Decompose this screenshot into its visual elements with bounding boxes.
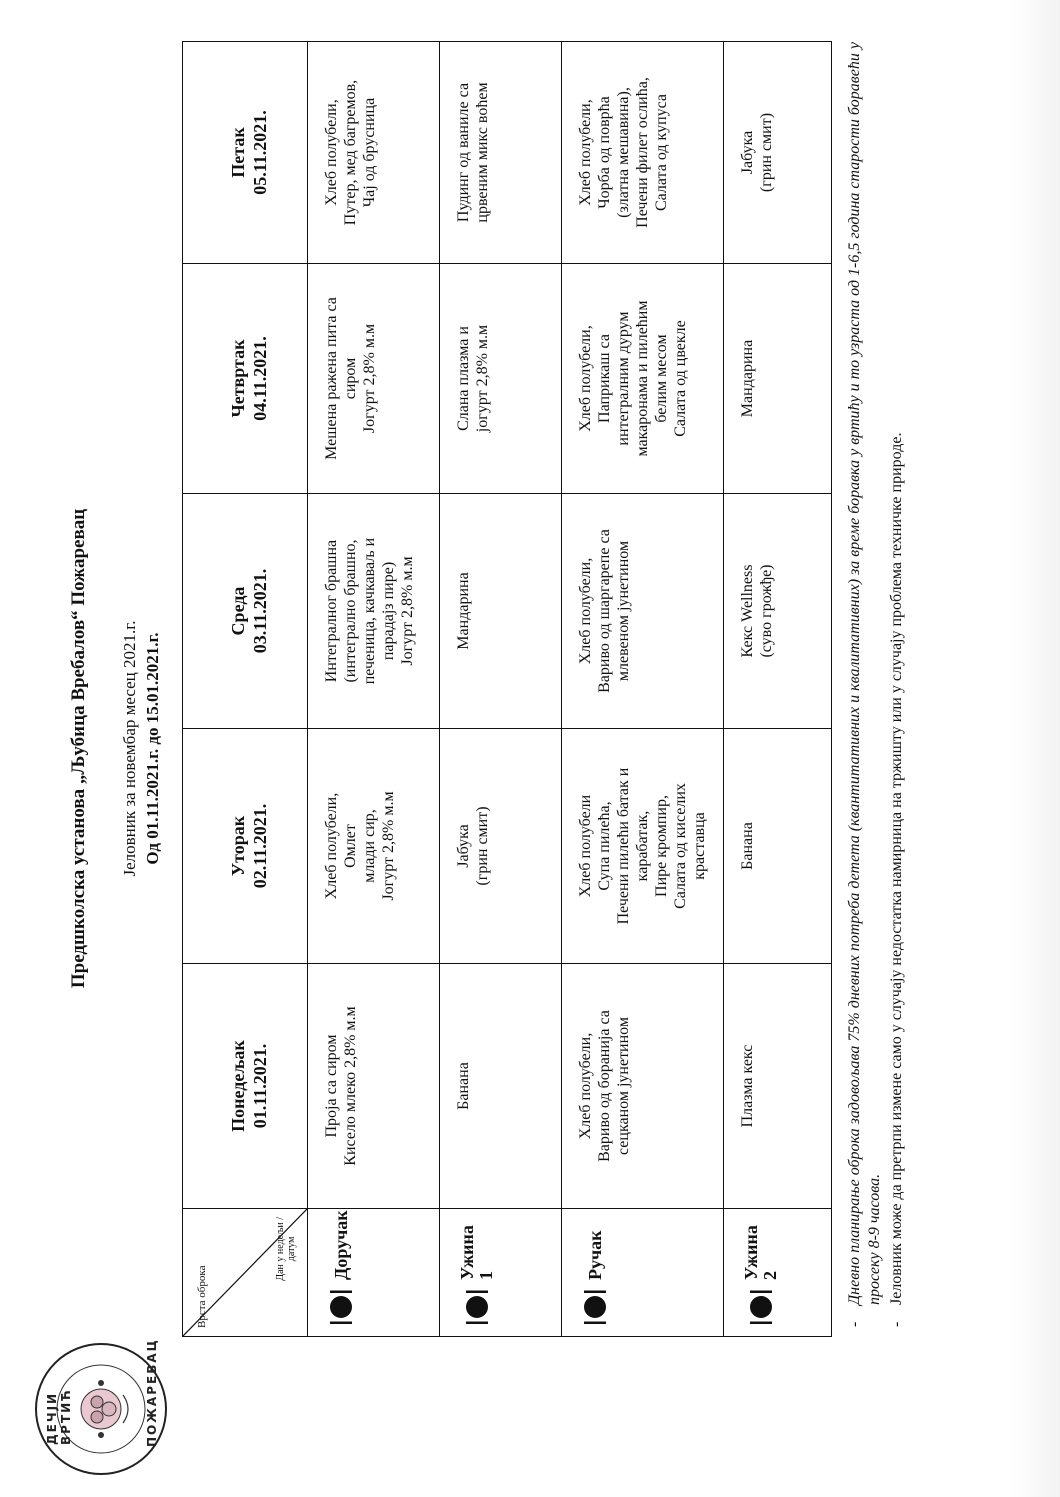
menu-item-text: печеница, качкаваљ и [361,537,378,685]
menu-cell [562,729,724,964]
menu-item-text: Салата од цвекле [672,320,689,437]
menu-item-text: Мандарина [739,339,756,418]
corner-meal-type-label: Врста оброка [196,1265,208,1328]
menu-cell [440,264,562,494]
menu-item-text: белим месом [653,334,670,423]
day-date: 02.11.2021. [250,803,270,889]
menu-item-text: Пире кромпир, [653,795,670,897]
day-date: 05.11.2021. [250,110,270,195]
menu-item-text: Хлеб полубели [577,794,594,898]
meal-type-cell [724,1209,832,1337]
menu-item-text: (златна мешавина), [615,87,632,218]
menu-item-text: црвеним микс воћем [474,82,491,223]
menu-cell [724,964,832,1209]
menu-item-text: млади сир, [361,809,378,883]
meal-type-cell [440,1209,562,1337]
menu-item-text: Хлеб полубели, [577,1032,594,1140]
menu-cell [724,264,832,494]
day-name: Среда [228,586,248,636]
menu-item-text: Интегралног брашна [323,539,340,683]
institution-title: Предшколска установа „Љубица Вребалов“ Пожаревац [68,508,89,989]
menu-item-text: макаронама и пилећим [634,300,651,457]
footnote [887,37,907,1327]
menu-item-text: Банана [739,822,756,870]
menu-item-text: Салата од киселих [672,783,689,909]
menu-item-text: Паприкаш са [596,334,613,423]
menu-item-text: Јогурт 2,8% м.м [380,791,397,901]
menu-item-text: Хлеб полубели, [323,792,340,900]
bullet-dash: - [888,1321,905,1327]
menu-subtitle: Јеловник за новембар месец 2021.г. [120,620,139,877]
menu-cell [562,264,724,494]
menu-item-text: јогурт 2,8% м.м [474,324,491,433]
menu-item-text: Јогурт 2,8% м.м [399,556,416,666]
day-header [183,729,308,964]
menu-item-text: Хлеб полубели, [323,99,340,206]
menu-item-text: Путер, мед багремов, [342,79,359,226]
menu-item-text: (грин смит) [758,112,775,193]
menu-item-text: Слана плазма и [455,326,472,431]
bullet-dash: - [846,1321,863,1327]
menu-item-text: (суво грожђе) [758,564,775,658]
menu-item-text: сецканом јунетином [615,1016,632,1156]
corner-day-label: Дан у недељи / датум [275,1217,297,1281]
day-name: Уторак [228,815,248,877]
menu-cell [562,42,724,264]
menu-cell [308,42,440,264]
menu-item-text: (грин смит) [474,806,491,886]
day-name: Четвртак [228,339,248,418]
menu-item-text: Салата од купуса [653,93,670,212]
menu-cell [562,494,724,729]
menu-item-text: Хлеб полубели, [577,99,594,206]
menu-item-text: Вариво од шаргарепе са [596,529,613,693]
day-date: 04.11.2021. [250,336,270,421]
menu-item-text: краставца [691,812,708,880]
meal-row [440,42,562,1337]
menu-cell [724,42,832,264]
menu-cell [440,42,562,264]
menu-item-text: Мешена ражена пита са [323,297,340,460]
meal-row [562,42,724,1337]
menu-item-text: Кекс Wellness [739,564,756,658]
day-header [183,494,308,729]
logo-text-top: ДЕЧЈИ ВРТИЋ [45,1388,73,1445]
day-date: 03.11.2021. [250,568,270,654]
day-header [183,264,308,494]
meal-rows [308,42,832,1337]
logo-text-bottom: ПОЖАРЕВАЦ [145,1338,159,1447]
meal-row [724,42,832,1337]
menu-item-text: Вариво од боранија са [596,1010,613,1162]
menu-cell [724,729,832,964]
menu-item-text: (интегрално брашно, [342,539,359,683]
menu-cell [440,494,562,729]
meal-type-label: Ужина 1 [457,1225,496,1280]
plate-cutlery-icon [746,1288,776,1326]
meal-type-label: Ужина 2 [741,1225,780,1280]
meal-type-cell [308,1209,440,1337]
menu-item-text: Јабука [455,824,472,868]
menu-cell [724,494,832,729]
scan-edge [1010,0,1060,1497]
menu-cell [440,964,562,1209]
menu-item-text: Чорба од поврћа [596,96,613,209]
menu-table [182,41,832,1337]
menu-item-text: Пудинг од ваниле са [455,82,472,223]
menu-item-text: Мандарина [455,572,472,650]
menu-cell [562,964,724,1209]
plate-cutlery-icon [326,1288,356,1326]
footnote-text: Јеловник може да претрпи измене само у случају недостатка намирница на тржишту или у случају проблема техничке природе. [888,432,905,1305]
menu-item-text: Хлеб полубели, [577,557,594,665]
menu-period: Од 01.11.2021.г. до 15.01.2021.г. [143,632,162,865]
corner-header [183,1209,308,1337]
menu-cell [440,729,562,964]
menu-item-text: сиром [342,357,359,400]
day-name: Понедељак [228,1040,248,1132]
day-name: Петак [228,127,248,178]
menu-item-text: карабатак, [634,810,651,882]
meal-row [308,42,440,1337]
meal-type-label: Ручак [584,1230,605,1280]
menu-item-text: Банана [455,1062,472,1110]
plate-cutlery-icon [462,1288,492,1326]
menu-item-text: парадајз пире) [380,561,397,661]
menu-item-text: интегралним дурум [615,311,632,446]
day-header [183,42,308,264]
footnotes [845,37,909,1327]
meal-type-cell [562,1209,724,1337]
table-header-row [183,42,308,1337]
footnote [845,37,885,1327]
menu-item-text: Јогурт 2,8% м.м [361,323,378,434]
menu-item-text: Проја са сиром [323,1034,340,1138]
menu-item-text: Печени пилећи батак и [615,767,632,925]
menu-item-text: Јабука [739,130,756,175]
meal-type-label: Доручак [330,1210,351,1280]
menu-item-text: Омлет [342,824,359,868]
menu-cell [308,494,440,729]
menu-item-text: млевеном јунетином [615,540,632,682]
day-header [183,964,308,1209]
menu-item-text: Хлеб полубели, [577,325,594,432]
menu-item-text: Супа пилећа, [596,801,613,891]
menu-cell [308,964,440,1209]
menu-item-text: Чај од брусница [361,97,378,208]
menu-item-text: Плазма кекс [739,1044,756,1128]
menu-cell [308,729,440,964]
menu-item-text: Печени филет ослића, [634,77,651,228]
menu-item-text: Кисело млеко 2,8% м.м [342,1006,359,1166]
footnote-text: Дневно планирање оброка задовољава 75% дневних потреба детета (квантитативних и квалитативних) за време боравка у вртићу и то узраста од 1-6,5 година старости боравећи у просеку 8-9 часова. [846,42,883,1305]
menu-cell [308,264,440,494]
plate-cutlery-icon [580,1288,610,1326]
day-date: 01.11.2021. [250,1043,270,1129]
